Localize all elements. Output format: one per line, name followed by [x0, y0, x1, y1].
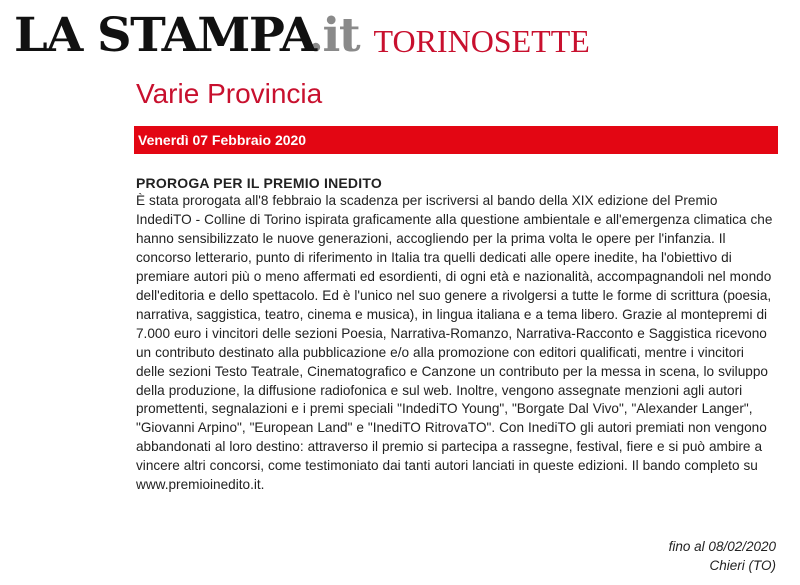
- edition-name: TORINOSETTE: [373, 23, 590, 59]
- event-until-date: fino al 08/02/2020: [668, 539, 776, 554]
- article-headline: PROROGA PER IL PREMIO INEDITO: [136, 175, 382, 191]
- brand-tld: .it: [307, 8, 360, 63]
- masthead-logo[interactable]: [14, 6, 590, 66]
- event-location: Chieri (TO): [709, 558, 776, 573]
- date-bar: Venerdì 07 Febbraio 2020: [134, 126, 778, 154]
- brand-name: LA STAMPA: [14, 8, 316, 63]
- event-footer: [669, 537, 776, 575]
- section-title: Varie Provincia: [136, 78, 323, 109]
- article-body: È stata prorogata all'8 febbraio la scadenza per iscriversi al bando della XIX edizione del Premio IndediTO - Colline di Torino ispirata graficamente alla questione ambientale e all'emergenza climatica che hanno sensibilizzato le nuove generazioni, accogliendo per la prima volta le opere per l'infanzia. Il concorso letterario, punto di riferimento in Italia tra quelli dedicati alle opere inedite, ha l'obiettivo di premiare autori più o meno affermati ed esordienti, di ogni età e nazionalità, accompagnandoli nel mondo dell'editoria e dello spettacolo. Ed è l'unico nel suo genere a rivolgersi a tutte le forme di scrittura (poesia, narrativa, saggistica, teatro, cinema e musica), in lingua italiana e a tema libero. Grazie al montepremi di 7.000 euro i vincitori delle sezioni Poesia, Narrativa-Romanzo, Narrativa-Racconto e Saggistica ricevono un contributo destinato alla pubblicazione e/o alla promozione con editori qualificati, mentre i vincitori delle sezioni Testo Teatrale, Cinematografico e Canzone un contributo per la messa in scena, lo sviluppo della produzione, la diffusione radiofonica e sul web. Inoltre, vengono assegnate menzioni agli autori promettenti, segnalazioni e i premi speciali "IndediTO Young", "Borgate Dal Vivo", "Alexander Langer", "Giovanni Arpino", "European Land" e "InediTO RitrovaTO". Con InediTO gli autori premiati non vengono abbandonati al loro destino: attraverso il premio si partecipa a rassegne, festival, fiere e si può ambire a vincere altri concorsi, come testimoniato dai tanti autori lanciati in queste edizioni. Il bando completo su www.premioinedito.it.: [136, 193, 773, 493]
